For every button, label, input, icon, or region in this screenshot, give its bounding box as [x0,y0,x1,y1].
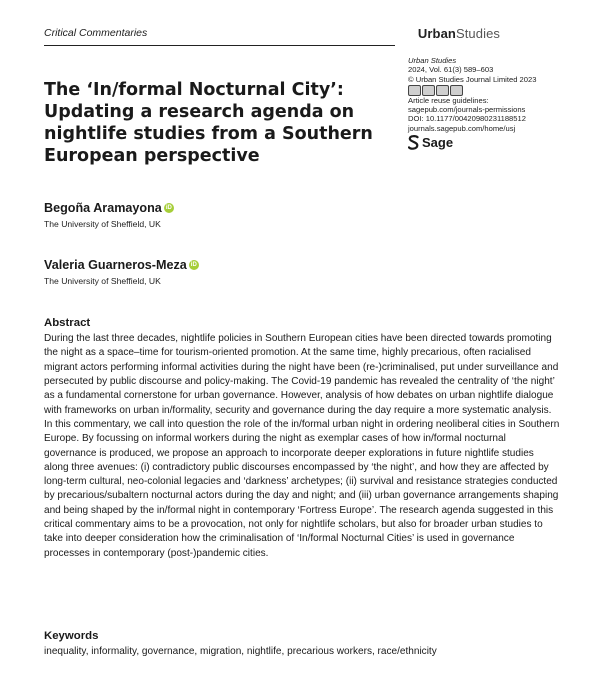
orcid-icon[interactable]: iD [165,205,172,211]
meta-reuse-label: Article reuse guidelines: [408,95,489,105]
meta-doi[interactable]: DOI: 10.1177/00420980231188512 [408,114,526,124]
keywords-text: inequality, informality, governance, migration, nightlife, precarious workers, race/ethnicity [44,646,437,657]
meta-journal: Urban Studies [408,56,457,65]
sage-s-icon [408,135,419,150]
publisher-logo [408,135,568,150]
journal-logo-strong: Urban [417,26,456,41]
author-affiliation: The University of Sheffield, UK [44,276,161,286]
meta-journal-link[interactable]: journals.sagepub.com/home/usj [408,123,516,133]
nc-icon [436,85,449,96]
cc-icon [408,85,421,96]
meta-copyright: © Urban Studies Journal Limited 2023 [408,74,537,84]
article-title: The ‘In/formal Nocturnal City’: Updating a research agenda on nightlife studies from a Southern European perspective [44,80,373,166]
orcid-icon[interactable]: iD [190,262,197,268]
journal-logo [418,26,500,41]
section-label: Critical Commentaries [44,27,148,39]
author-2 [44,258,199,272]
meta-volume: 2024, Vol. 61(3) 589–603 [408,65,494,75]
nd-icon [450,85,463,96]
author-affiliation: The University of Sheffield, UK [44,219,161,229]
abstract-heading: Abstract [44,317,91,329]
journal-logo-light: Studies [455,26,500,41]
page-header [44,26,562,42]
author-1 [44,201,174,215]
license-icons[interactable] [408,85,568,95]
publication-meta [408,56,568,150]
abstract-text: During the last three decades, nightlife policies in Southern European cities have been directed towards promoting the night as a space–time for tourism-oriented promotion. At the same time, highly precarious, often racialised migrant actors performing informal activities during the night have been (re-)criminalised, put under surveillance and persecuted by public discourse and policy-making. The Covid-19 pandemic has revealed the centrality of ‘the night’ as a fundamental cornerstone for urban governance. However, analysis of how debates on urban nightlife dialogue with frameworks on urban in/formality, security and governance during the day require a more systematic analysis. In this commentary, we call into question the role of the in/formal urban night in ordering neoliberal cities in Southern Europe. By focussing on informal workers during the night as exemplar cases of how in/formal nocturnal governance is produced, we propose an approach to incorporate deeper explorations in future nightlife studies along three avenues: (i) contradictory public discourses encompassed by ‘the night’, and how they are affected by long-term cultural, neo-colonial legacies and ‘darkness’ archetypes; (ii) survival and resistance strategies conducted by precarious/subaltern nocturnal actors during the day and night; and (iii) urban governance arrangements shaping and being shaped by the in/formal night in contemporary ‘Fortress Europe’. The research agenda suggested in this critical commentary aims to be a provocation, not only for nightlife scholars, but also for broader urban studies to take into deeper consideration how the criminalisation of ‘In/formal Nocturnal Cities’ is used in governance processes in contemporary (post-)pandemic cities. [44,333,560,559]
header-divider [44,45,395,46]
author-name: Valeria Guarneros-Meza [44,258,187,272]
keywords-heading: Keywords [44,630,99,642]
publisher-name: Sage [422,134,454,150]
author-name: Begoña Aramayona [44,201,162,215]
meta-reuse-link[interactable]: sagepub.com/journals-permissions [408,105,526,115]
by-icon [422,85,435,96]
